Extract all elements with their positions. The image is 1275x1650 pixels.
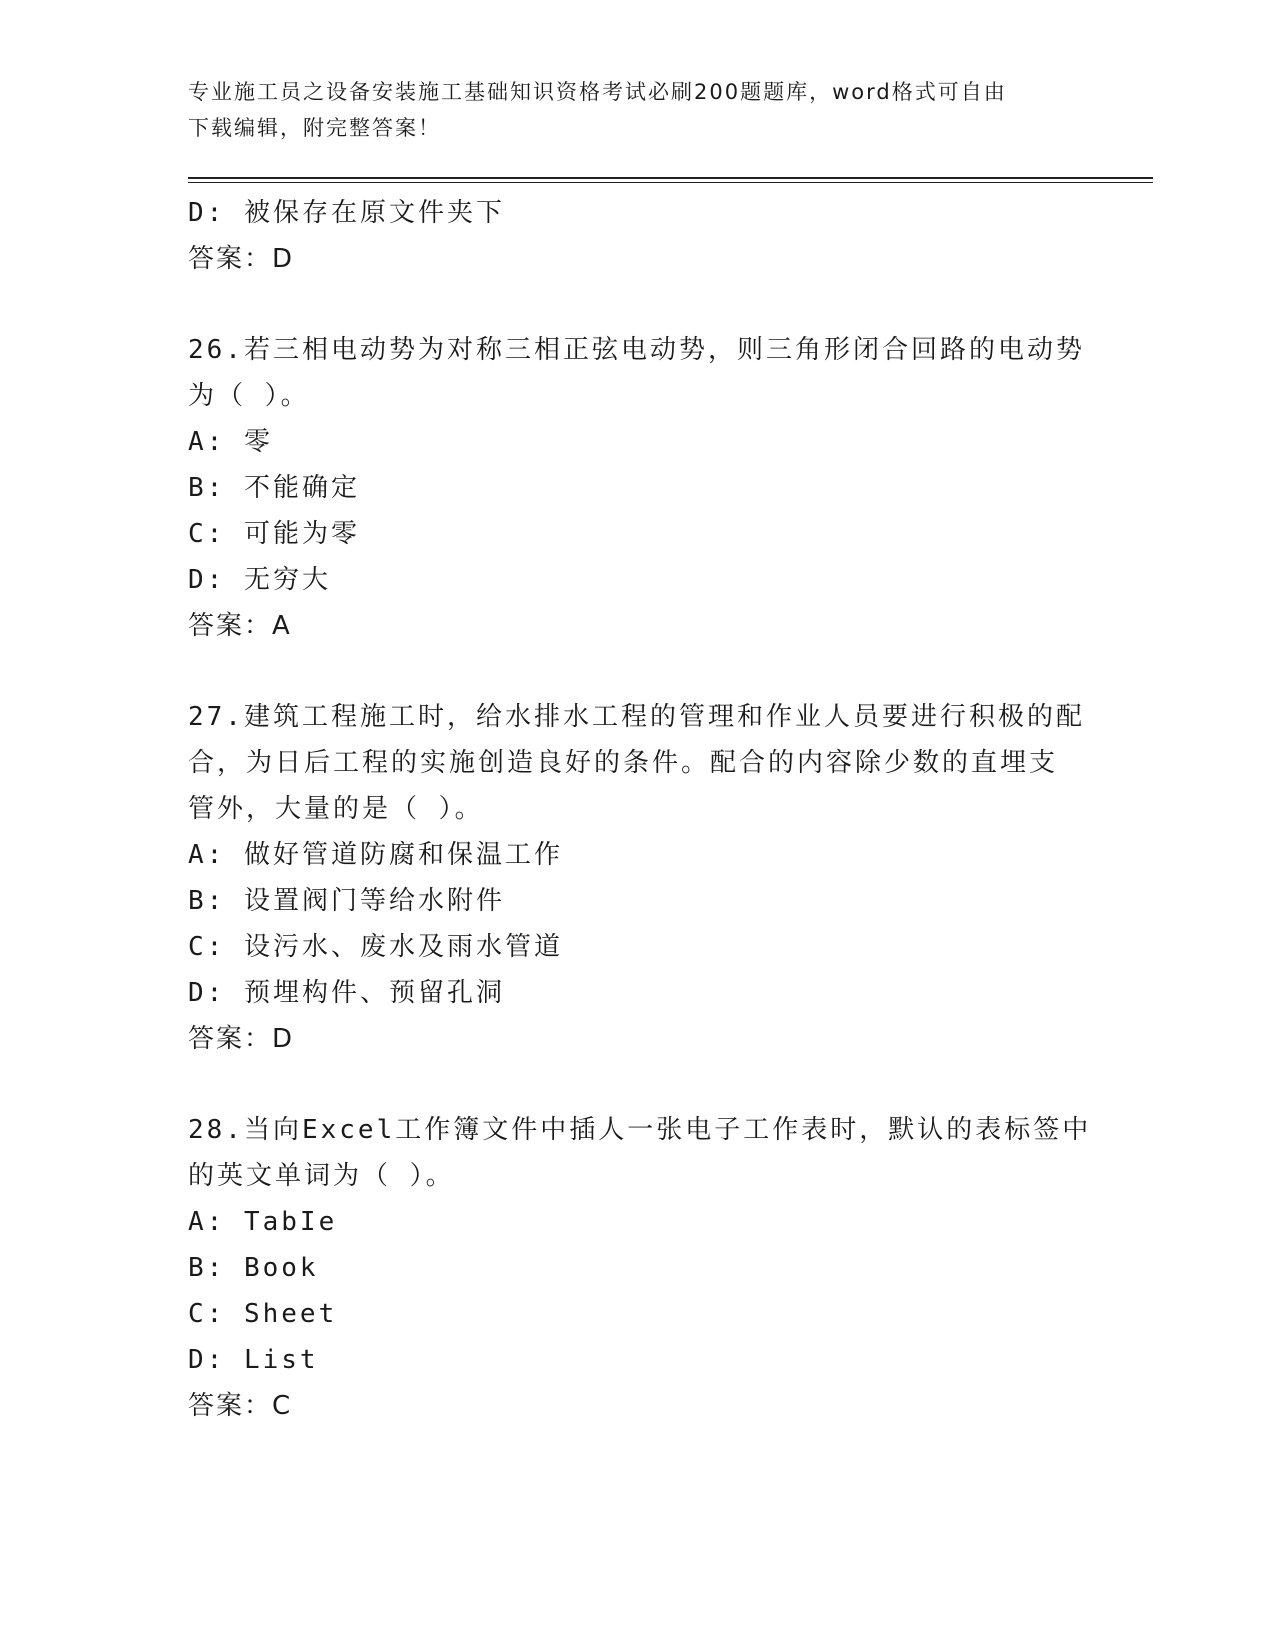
option-c: C: Sheet xyxy=(188,1299,338,1329)
option-d: D: 被保存在原文件夹下 xyxy=(188,198,505,228)
question-stem-cont: 的英文单词为（ ）。 xyxy=(188,1161,455,1191)
option-a: A: TabIe xyxy=(188,1207,338,1237)
question-27 xyxy=(188,694,1088,1062)
question-list xyxy=(188,190,1092,1429)
option-c: C: 可能为零 xyxy=(188,519,360,549)
option-a: A: 零 xyxy=(188,427,273,457)
option-b: B: 不能确定 xyxy=(188,473,360,503)
question-stem: 28.当向Excel工作簿文件中插人一张电子工作表时，默认的表标签中 xyxy=(188,1115,1092,1145)
previous-question-tail xyxy=(188,190,1088,282)
header-title-line-2: 下载编辑，附完整答案！ xyxy=(188,116,441,140)
answer-line: 答案：D xyxy=(188,244,295,274)
header-divider-thick xyxy=(188,177,1153,179)
answer-line: 答案：D xyxy=(188,1024,295,1054)
header-title-line-1: 专业施工员之设备安装施工基础知识资格考试必刷200题题库，word格式可自由 xyxy=(188,80,1007,104)
option-a: A: 做好管道防腐和保温工作 xyxy=(188,840,563,870)
option-d: D: 预埋构件、预留孔洞 xyxy=(188,978,505,1008)
question-stem-cont: 为（ ）。 xyxy=(188,381,310,411)
option-c: C: 设污水、废水及雨水管道 xyxy=(188,932,563,962)
option-b: B: 设置阀门等给水附件 xyxy=(188,886,505,916)
question-stem: 27.建筑工程施工时，给水排水工程的管理和作业人员要进行积极的配 xyxy=(188,702,1085,732)
header-divider-thin xyxy=(188,182,1153,183)
option-d: D: 无穷大 xyxy=(188,565,331,595)
answer-line: 答案：A xyxy=(188,611,292,641)
document-header xyxy=(188,74,1088,146)
option-d: D: List xyxy=(188,1345,319,1375)
answer-line: 答案：C xyxy=(188,1391,293,1421)
question-stem-cont: 合，为日后工程的实施创造良好的条件。配合的内容除少数的直埋支 xyxy=(188,748,1059,778)
question-26 xyxy=(188,327,1088,649)
question-stem-cont: 管外，大量的是（ ）。 xyxy=(188,794,484,824)
option-b: B: Book xyxy=(188,1253,319,1283)
question-28 xyxy=(188,1107,1092,1429)
question-stem: 26.若三相电动势为对称三相正弦电动势，则三角形闭合回路的电动势 xyxy=(188,335,1085,365)
